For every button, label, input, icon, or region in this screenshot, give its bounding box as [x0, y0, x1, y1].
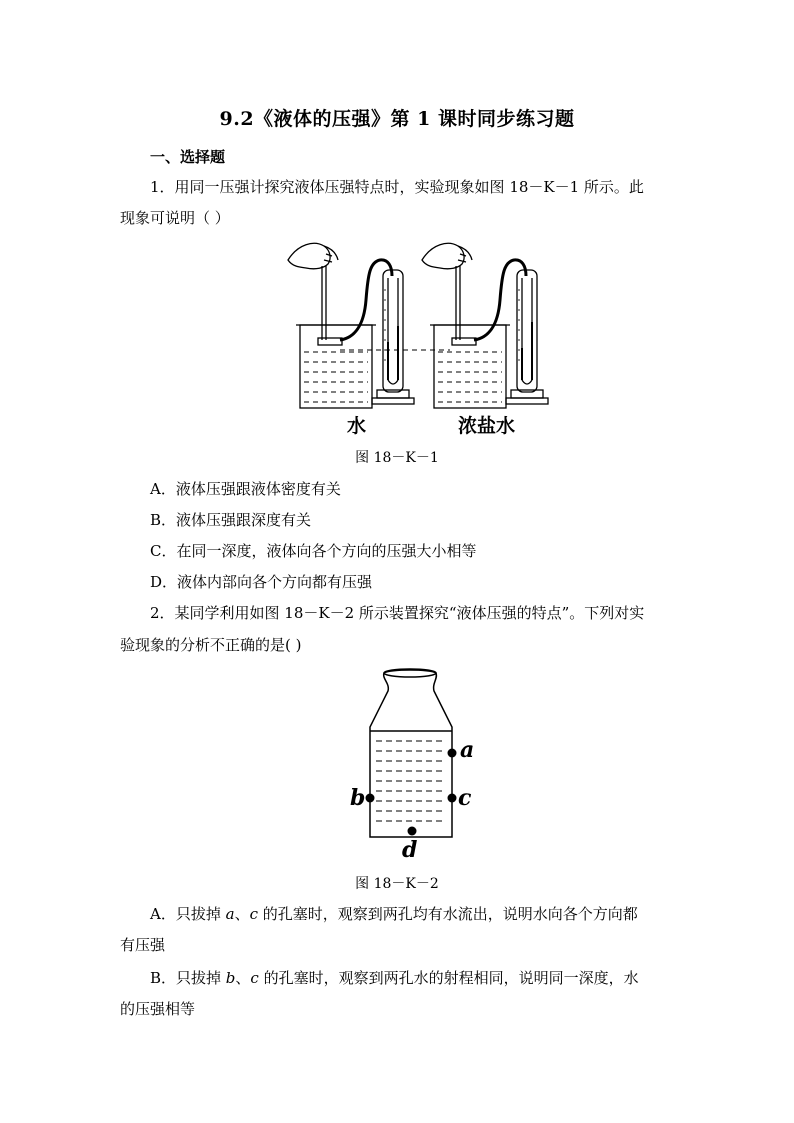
q2-option-b-rest: 的孔塞时，观察到两孔水的射程相同，说明同一深度，水	[258, 969, 639, 987]
section-heading: 一、选择题	[150, 148, 226, 166]
hand-left-icon	[288, 243, 330, 268]
hole-c	[448, 794, 457, 803]
q2-option-b-prefix: B．只拔掉	[150, 969, 226, 987]
point-label-a: a	[460, 737, 475, 763]
figure-18-k-2	[340, 665, 480, 865]
bottle-outline	[370, 670, 452, 837]
figure-1-caption: 图 18－K－1	[355, 450, 439, 466]
page-title: 9.2《液体的压强》第 1 课时同步练习题	[219, 108, 575, 130]
q2-option-a-line-1	[150, 903, 638, 924]
q1-option-d: D．液体内部向各个方向都有压强	[150, 573, 373, 591]
q2-option-a-sep: 、	[234, 905, 250, 923]
q2-option-a-rest: 的孔塞时，观察到两孔均有水流出，说明水向各个方向都	[257, 905, 638, 923]
figure-2-caption: 图 18－K－2	[355, 876, 439, 892]
question-2-line-1: 2．某同学利用如图 18－K－2 所示装置探究“液体压强的特点”。下列对实	[150, 604, 645, 622]
q2-option-a-var-1: a	[225, 905, 235, 923]
hole-a	[448, 749, 457, 758]
q2-option-b-line-1	[150, 967, 639, 988]
q1-option-b: B．液体压强跟深度有关	[150, 511, 312, 529]
point-label-d: d	[402, 837, 418, 863]
q2-option-b-var-2: c	[250, 969, 259, 987]
hole-b	[366, 794, 375, 803]
q2-option-b-line-2: 的压强相等	[120, 1000, 196, 1018]
question-1-line-1: 1．用同一压强计探究液体压强特点时，实验现象如图 18－K－1 所示。此	[150, 178, 644, 196]
q2-option-b-var-1: b	[225, 969, 236, 987]
question-2-line-2: 验现象的分析不正确的是( )	[120, 636, 302, 654]
u-tube-gauge-left	[383, 270, 403, 392]
hand-right-icon	[422, 243, 464, 268]
figure-18-k-1	[280, 230, 560, 442]
question-1-line-2: 现象可说明（ ）	[120, 209, 230, 227]
label-water: 水	[347, 415, 367, 437]
q1-option-c: C．在同一深度，液体向各个方向的压强大小相等	[150, 542, 477, 560]
q2-option-a-prefix: A．只拔掉	[150, 905, 226, 923]
q1-option-a: A．液体压强跟液体密度有关	[150, 480, 341, 498]
u-tube-gauge-right	[517, 270, 537, 392]
label-brine: 浓盐水	[458, 415, 516, 437]
hole-d	[408, 827, 417, 836]
q2-option-b-sep: 、	[235, 969, 251, 987]
q2-option-a-var-2: c	[249, 905, 258, 923]
q2-option-a-line-2: 有压强	[120, 936, 166, 954]
point-label-b: b	[350, 785, 366, 811]
point-label-c: c	[458, 785, 472, 811]
